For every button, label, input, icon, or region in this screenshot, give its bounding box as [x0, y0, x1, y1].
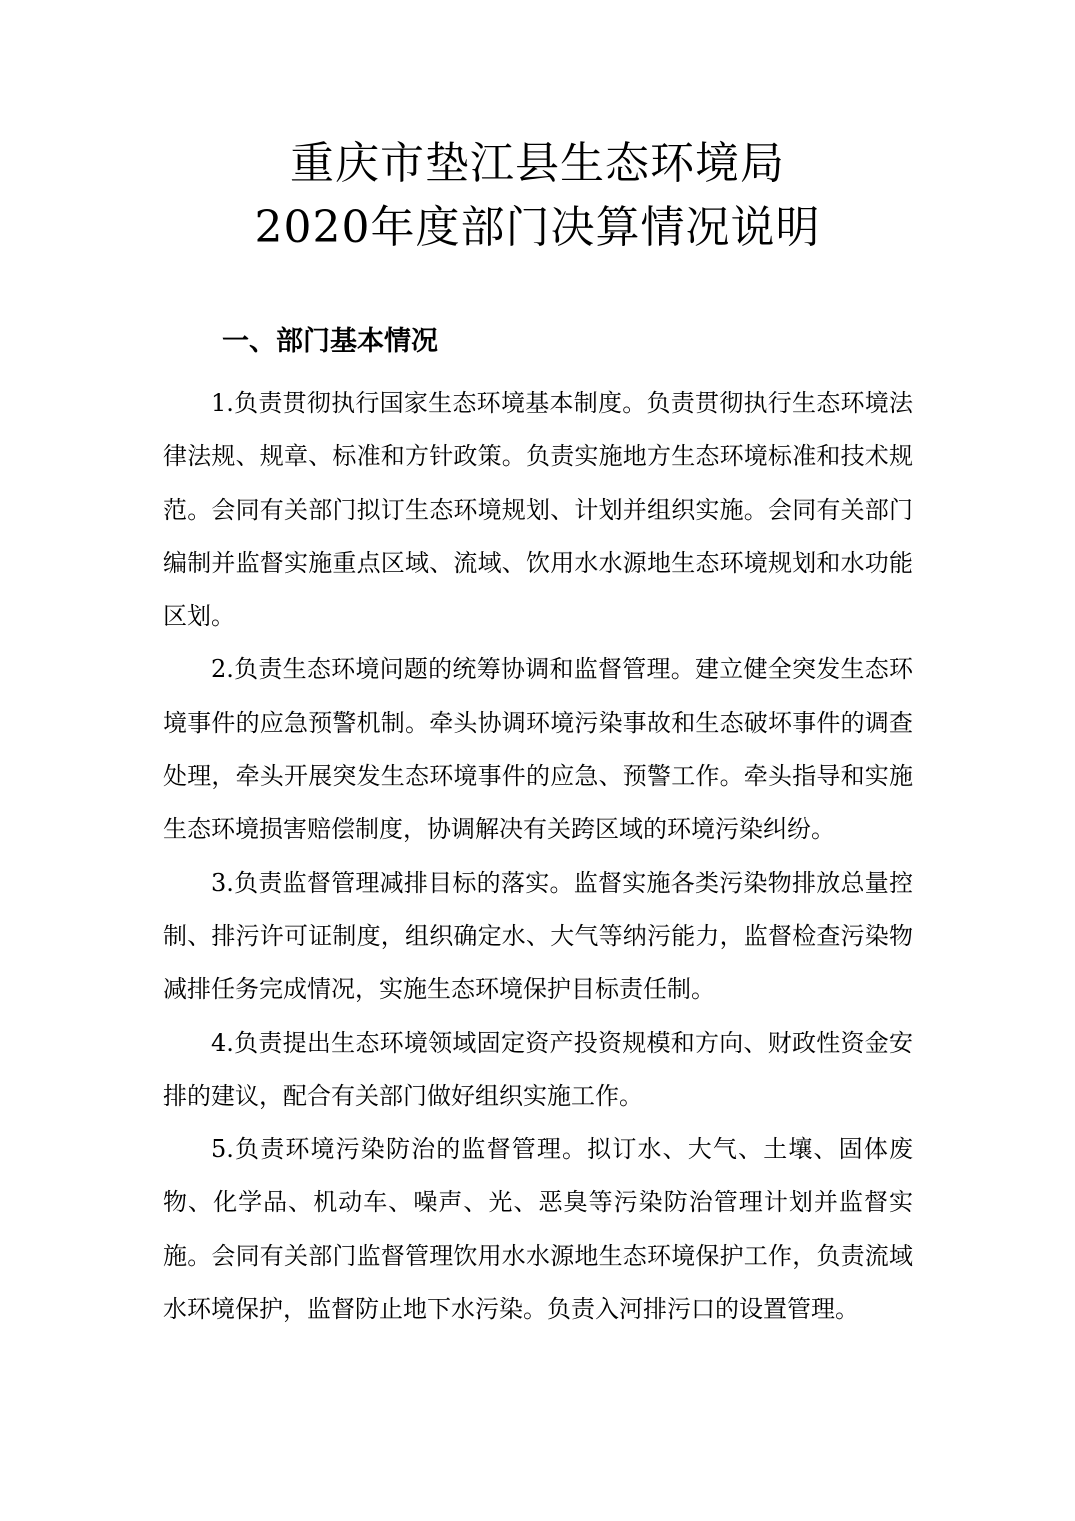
paragraph-1: 1.负责贯彻执行国家生态环境基本制度。负责贯彻执行生态环境法律法规、规章、标准和方针政策。负责实施地方生态环境标准和技术规范。会同有关部门拟订生态环境规划、计划并组织实施。会同有关部门编制并监督实施重点区域、流域、饮用水水源地生态环境规划和水功能区划。: [163, 389, 913, 631]
document-title-line1: 重庆市垫江县生态环境局: [290, 138, 785, 189]
paragraph-4: 4.负责提出生态环境领域固定资产投资规模和方向、财政性资金安排的建议，配合有关部门做好组织实施工作。: [163, 1028, 913, 1110]
document-title-line2: 2020年度部门决算情况说明: [254, 202, 821, 253]
section-heading: 一、部门基本情况: [222, 326, 438, 357]
paragraph-2: 2.负责生态环境问题的统筹协调和监督管理。建立健全突发生态环境事件的应急预警机制。牵头协调环境污染事故和生态破坏事件的调查处理，牵头开展突发生态环境事件的应急、预警工作。牵头指导和实施生态环境损害赔偿制度，协调解决有关跨区域的环境污染纠纷。: [163, 655, 913, 844]
section-body: [163, 377, 913, 1336]
paragraph-5: 5.负责环境污染防治的监督管理。拟订水、大气、土壤、固体废物、化学品、机动车、噪声、光、恶臭等污染防治管理计划并监督实施。会同有关部门监督管理饮用水水源地生态环境保护工作，负责流域水环境保护，监督防止地下水污染。负责入河排污口的设置管理。: [163, 1135, 913, 1324]
paragraph-3: 3.负责监督管理减排目标的落实。监督实施各类污染物排放总量控制、排污许可证制度，组织确定水、大气等纳污能力，监督检查污染物减排任务完成情况，实施生态环境保护目标责任制。: [163, 868, 913, 1004]
